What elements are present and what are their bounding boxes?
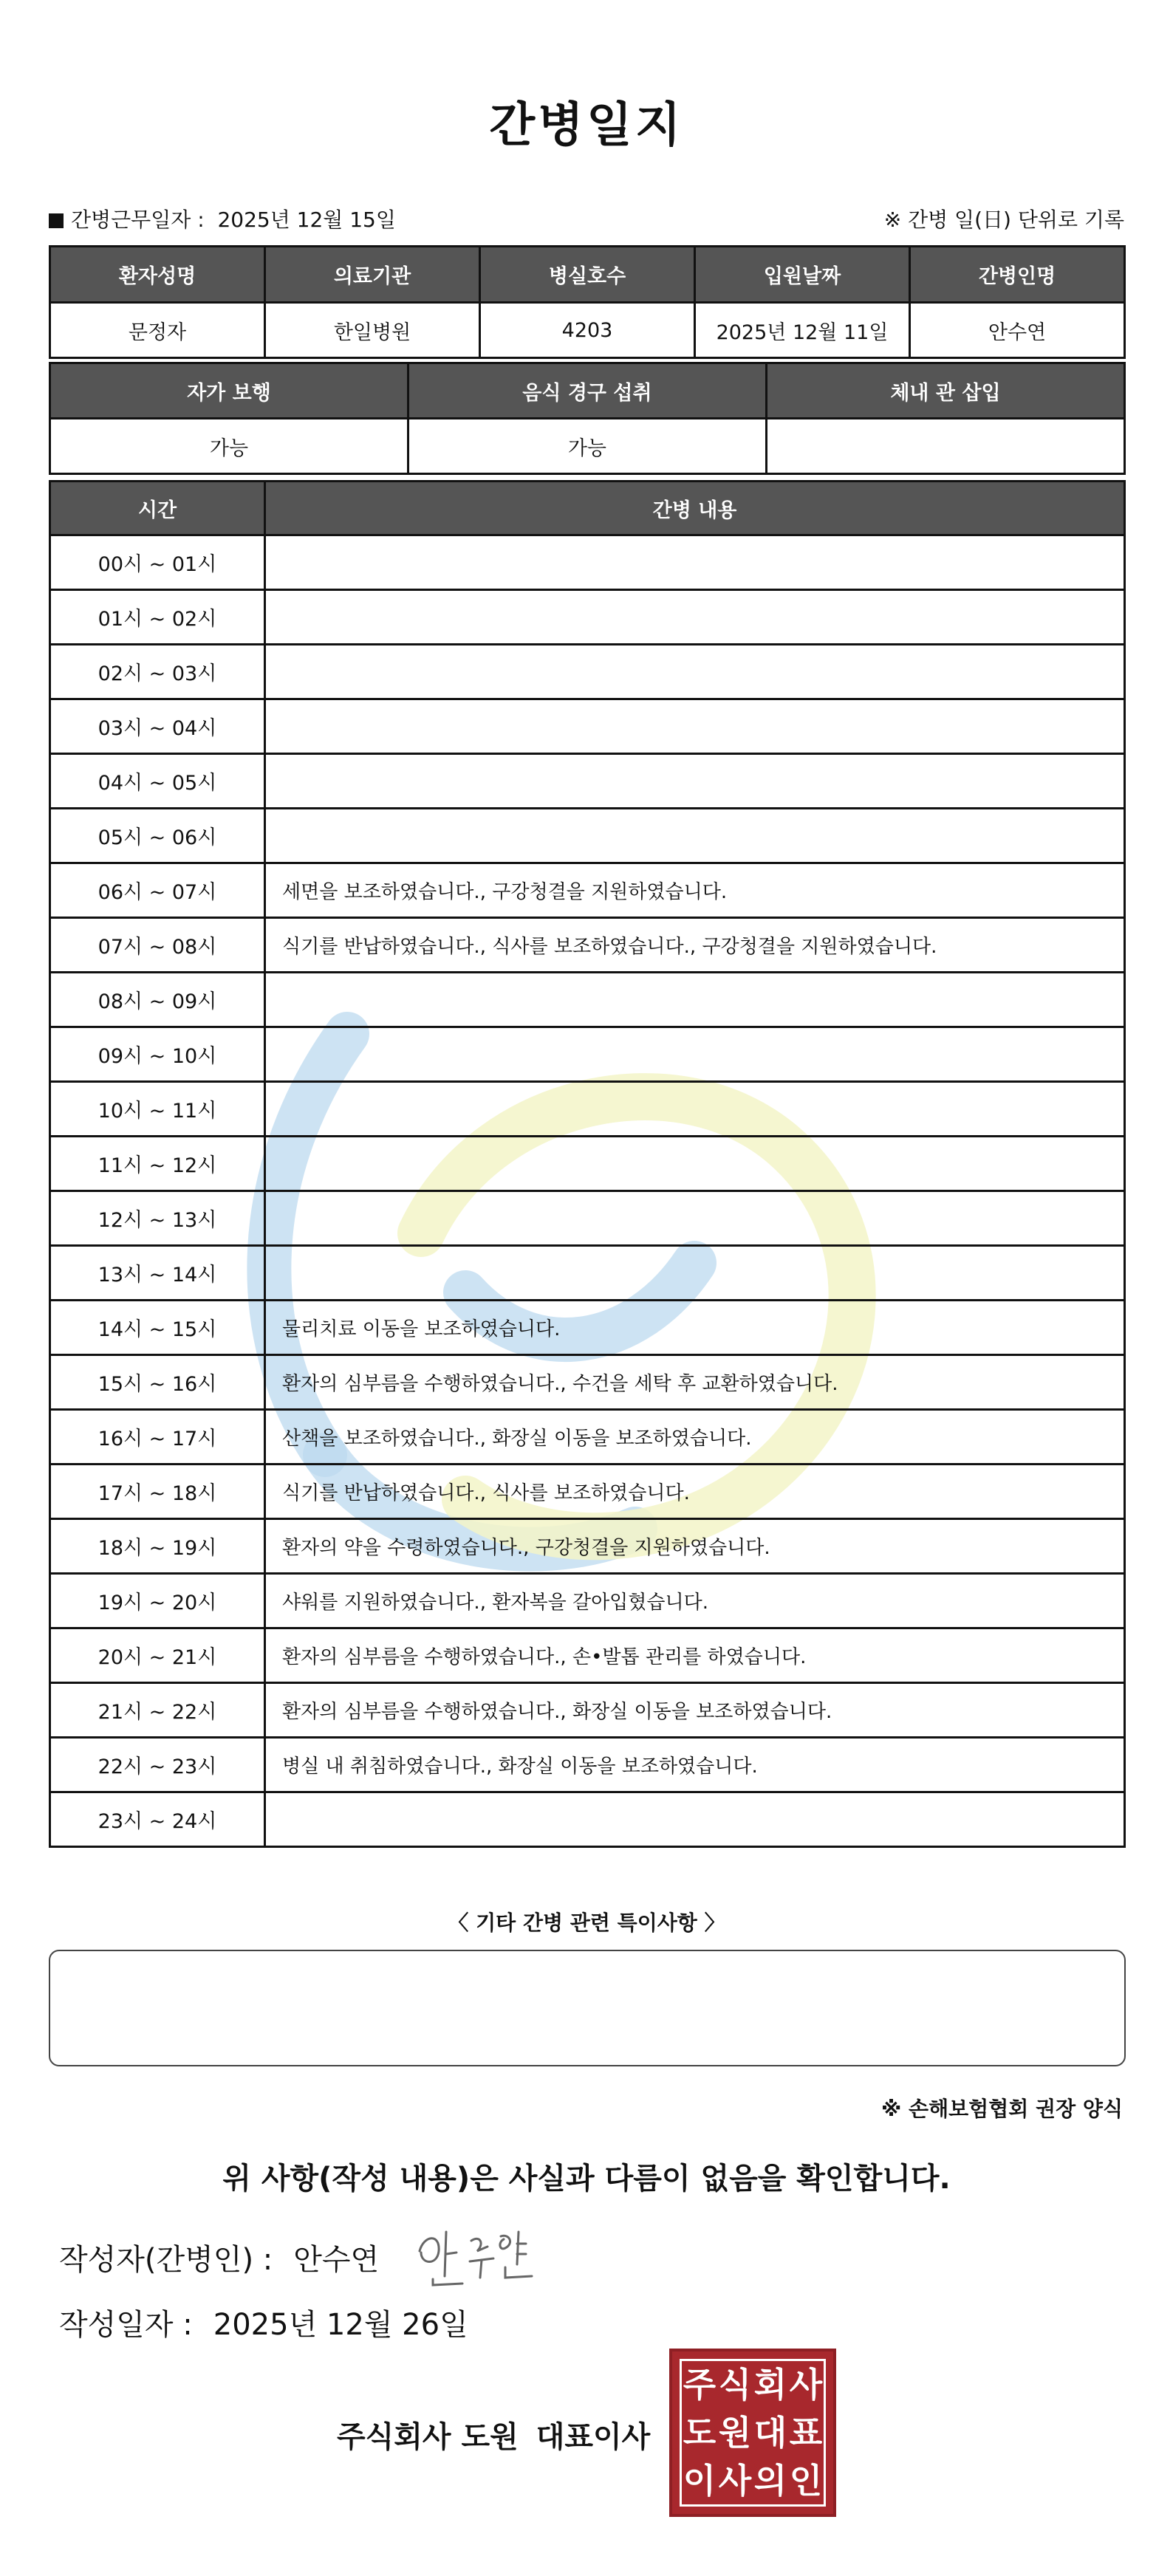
content-cell	[265, 1027, 1125, 1082]
seal-char: 사	[789, 2365, 823, 2405]
admission-date: 2025년 12월 11일	[695, 303, 910, 358]
seal-char: 이	[683, 2460, 717, 2501]
header-tube-insertion: 체내 관 삽입	[766, 363, 1124, 419]
representative-title: 대표이사	[536, 2420, 651, 2454]
content-cell: 식기를 반납하였습니다., 식사를 보조하였습니다.	[265, 1465, 1125, 1519]
table-row	[50, 1574, 1125, 1628]
content-cell	[265, 590, 1125, 645]
patient-name: 문정자	[50, 303, 265, 358]
time-cell: 02시 ~ 03시	[50, 645, 265, 699]
time-cell: 07시 ~ 08시	[50, 918, 265, 973]
time-cell: 03시 ~ 04시	[50, 699, 265, 754]
square-bullet-icon	[49, 213, 64, 228]
content-cell: 산책을 보조하였습니다., 화장실 이동을 보조하였습니다.	[265, 1410, 1125, 1465]
header-caregiver-name: 간병인명	[910, 247, 1125, 303]
table-row	[50, 1137, 1125, 1191]
table-row	[50, 863, 1125, 918]
content-cell	[265, 1137, 1125, 1191]
content-cell	[265, 1082, 1125, 1137]
company-seal-icon	[669, 2349, 836, 2517]
table-row	[50, 1246, 1125, 1301]
table-row	[50, 1738, 1125, 1792]
work-date-row	[49, 201, 1124, 233]
content-cell: 환자의 심부름을 수행하였습니다., 손•발톱 관리를 하였습니다.	[265, 1628, 1125, 1683]
confirmation-statement: 위 사항(작성 내용)은 사실과 다름이 없음을 확인합니다.	[222, 2162, 951, 2196]
content-cell	[265, 973, 1125, 1027]
seal-char: 인	[789, 2460, 823, 2501]
write-date-line	[59, 2301, 468, 2343]
time-cell: 11시 ~ 12시	[50, 1137, 265, 1191]
header-room-number: 병실호수	[480, 247, 695, 303]
time-cell: 09시 ~ 10시	[50, 1027, 265, 1082]
table-row	[50, 1191, 1125, 1246]
signature-icon	[411, 2222, 536, 2288]
work-date-value: 2025년 12월 15일	[217, 208, 396, 232]
seal-char: 회	[753, 2365, 787, 2405]
content-cell	[265, 809, 1125, 863]
content-cell	[265, 1792, 1125, 1847]
time-cell: 22시 ~ 23시	[50, 1738, 265, 1792]
patient-info-table	[49, 245, 1126, 359]
document-title: 간병일지	[489, 98, 684, 153]
company-line	[337, 2414, 650, 2456]
seal-char: 원	[718, 2412, 752, 2453]
content-cell	[265, 1246, 1125, 1301]
hospital: 한일병원	[265, 303, 480, 358]
time-cell: 04시 ~ 05시	[50, 754, 265, 809]
content-cell: 환자의 심부름을 수행하였습니다., 수건을 세탁 후 교환하였습니다.	[265, 1355, 1125, 1410]
time-cell: 14시 ~ 15시	[50, 1301, 265, 1355]
header-admission-date: 입원날짜	[695, 247, 910, 303]
table-row	[50, 1628, 1125, 1683]
table-row	[50, 1355, 1125, 1410]
time-cell: 00시 ~ 01시	[50, 535, 265, 590]
write-date-value: 2025년 12월 26일	[213, 2308, 468, 2342]
time-cell: 18시 ~ 19시	[50, 1519, 265, 1574]
table-row	[50, 1082, 1125, 1137]
table-row	[50, 1519, 1125, 1574]
seal-grid	[680, 2359, 826, 2507]
content-cell: 환자의 심부름을 수행하였습니다., 화장실 이동을 보조하였습니다.	[265, 1683, 1125, 1738]
time-cell: 06시 ~ 07시	[50, 863, 265, 918]
remarks-box	[49, 1950, 1126, 2066]
seal-char: 대	[753, 2412, 787, 2453]
time-cell: 15시 ~ 16시	[50, 1355, 265, 1410]
write-date-label: 작성일자 :	[59, 2308, 193, 2342]
table-row	[50, 809, 1125, 863]
header-self-walking: 자가 보행	[50, 363, 408, 419]
table-row	[50, 535, 1125, 590]
seal-char: 주	[683, 2365, 717, 2405]
work-date-label: 간병근무일자 :	[71, 208, 205, 232]
content-cell: 병실 내 취침하였습니다., 화장실 이동을 보조하였습니다.	[265, 1738, 1125, 1792]
tube-insertion	[766, 419, 1124, 474]
header-hospital: 의료기관	[265, 247, 480, 303]
time-cell: 13시 ~ 14시	[50, 1246, 265, 1301]
care-log-table	[49, 480, 1126, 1848]
header-time: 시간	[50, 482, 265, 535]
content-cell	[265, 699, 1125, 754]
writer-name: 안수연	[293, 2243, 380, 2277]
content-cell: 환자의 약을 수령하였습니다., 구강청결을 지원하였습니다.	[265, 1519, 1125, 1574]
time-cell: 17시 ~ 18시	[50, 1465, 265, 1519]
content-cell: 물리치료 이동을 보조하였습니다.	[265, 1301, 1125, 1355]
content-cell: 세면을 보조하였습니다., 구강청결을 지원하였습니다.	[265, 863, 1125, 918]
company-name: 주식회사 도원	[337, 2420, 519, 2454]
seal-char: 의	[753, 2460, 787, 2501]
time-cell: 10시 ~ 11시	[50, 1082, 265, 1137]
seal-char: 도	[683, 2412, 717, 2453]
time-cell: 12시 ~ 13시	[50, 1191, 265, 1246]
table-row	[50, 1027, 1125, 1082]
table-row	[50, 754, 1125, 809]
content-cell	[265, 645, 1125, 699]
room-number: 4203	[480, 303, 695, 358]
table-row	[50, 1683, 1125, 1738]
time-cell: 21시 ~ 22시	[50, 1683, 265, 1738]
remarks-title: 〈 기타 간병 관련 특이사항 〉	[448, 1911, 725, 1935]
content-cell: 식기를 반납하였습니다., 식사를 보조하였습니다., 구강청결을 지원하였습니다.	[265, 918, 1125, 973]
oral-intake: 가능	[408, 419, 766, 474]
table-row	[50, 1301, 1125, 1355]
table-row	[50, 590, 1125, 645]
content-cell	[265, 1191, 1125, 1246]
time-cell: 23시 ~ 24시	[50, 1792, 265, 1847]
time-cell: 05시 ~ 06시	[50, 809, 265, 863]
table-row	[50, 699, 1125, 754]
table-row	[50, 918, 1125, 973]
writer-line	[59, 2236, 379, 2278]
work-date	[49, 204, 396, 233]
table-row	[50, 973, 1125, 1027]
time-cell: 19시 ~ 20시	[50, 1574, 265, 1628]
time-cell: 08시 ~ 09시	[50, 973, 265, 1027]
caregiver-name: 안수연	[910, 303, 1125, 358]
table-row	[50, 1465, 1125, 1519]
header-oral-intake: 음식 경구 섭취	[408, 363, 766, 419]
time-cell: 01시 ~ 02시	[50, 590, 265, 645]
writer-label: 작성자(간병인) :	[59, 2243, 273, 2277]
patient-status-table	[49, 362, 1126, 475]
time-cell: 20시 ~ 21시	[50, 1628, 265, 1683]
seal-char: 표	[789, 2412, 823, 2453]
table-row	[50, 645, 1125, 699]
content-cell	[265, 535, 1125, 590]
recommendation-note: ※ 손해보험협회 권장 양식	[881, 2097, 1123, 2121]
table-row	[50, 1792, 1125, 1847]
content-cell	[265, 754, 1125, 809]
unit-note: ※ 간병 일(日) 단위로 기록	[883, 208, 1124, 232]
self-walking: 가능	[50, 419, 408, 474]
seal-char: 식	[718, 2365, 752, 2405]
header-care-content: 간병 내용	[265, 482, 1125, 535]
seal-char: 사	[718, 2460, 752, 2501]
time-cell: 16시 ~ 17시	[50, 1410, 265, 1465]
content-cell: 샤워를 지원하였습니다., 환자복을 갈아입혔습니다.	[265, 1574, 1125, 1628]
header-patient-name: 환자성명	[50, 247, 265, 303]
table-row	[50, 1410, 1125, 1465]
